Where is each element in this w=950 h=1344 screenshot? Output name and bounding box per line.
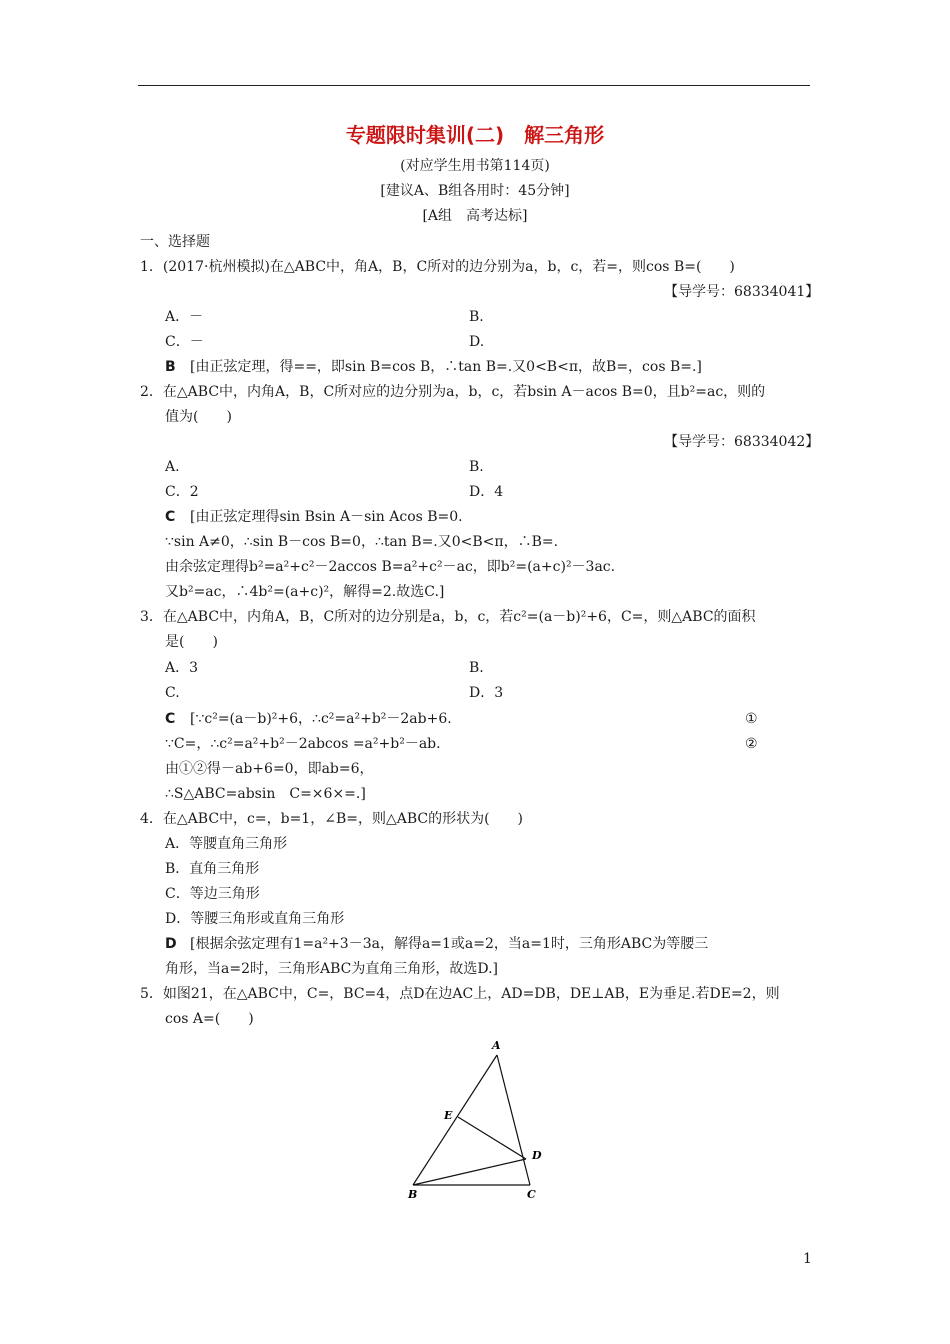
vertex-label-c: C (527, 1188, 536, 1201)
q4-option-d: D．等腰三角形或直角三角形 (165, 911, 345, 927)
section-heading: 一、选择题 (140, 234, 210, 250)
q4-explanation-2: 角形，当a=2时，三角形ABC为直角三角形，故选D.] (165, 961, 498, 977)
group-label: [A组 高考达标] (422, 208, 528, 224)
page-title: 专题限时集训(二) 解三角形 (345, 123, 605, 147)
q1-explanation: [由正弦定理，得==，即sin B=cos B，∴tan B=.又0<B<π，故B=，cos B=.] (190, 359, 702, 375)
edge-ab (413, 1055, 497, 1185)
q2-ref: 【导学号：68334042】 (664, 434, 820, 450)
segment-de (458, 1117, 526, 1159)
edge-ac (497, 1055, 530, 1185)
q3-mark-2: ② (745, 736, 758, 752)
q1-option-d: D. (469, 334, 485, 350)
q1-answer: B (165, 359, 176, 375)
subtitle: (对应学生用书第114页) (400, 158, 550, 174)
q2-explanation-1: [由正弦定理得sin Bsin A－sin Acos B=0. (190, 509, 463, 525)
q1-option-a: A．－ (165, 309, 204, 325)
q4-stem: 4．在△ABC中，c=，b=1，∠B=，则△ABC的形状为( ) (140, 811, 524, 827)
q1-option-b: B. (469, 309, 484, 325)
q2-explanation-4: 又b²=ac，∴4b²=(a+c)²，解得=2.故选C.] (165, 584, 445, 600)
q2-explanation-3: 由余弦定理得b²=a²+c²－2accos B=a²+c²－ac，即b²=(a+c)²－3ac. (165, 559, 616, 575)
triangle-figure (400, 1035, 560, 1210)
q2-answer: C (165, 509, 176, 525)
q3-stem: 3．在△ABC中，内角A，B，C所对的边分别是a，b，c，若c²=(a－b)²+6，C=，则△ABC的面积 (140, 609, 756, 625)
q3-option-d: D．3 (469, 685, 504, 701)
segment-bd (413, 1159, 526, 1185)
point-label-d: D (532, 1149, 542, 1162)
q4-option-c: C．等边三角形 (165, 886, 260, 902)
q4-answer: D (165, 936, 177, 952)
q4-option-b: B．直角三角形 (165, 861, 260, 877)
q2-explanation-2: ∵sin A≠0，∴sin B－cos B=0，∴tan B=.又0<B<π，∴B=. (165, 534, 559, 550)
q2-option-a: A. (165, 459, 180, 475)
vertex-label-b: B (408, 1188, 418, 1201)
q5-stem: 5．如图21，在△ABC中，C=，BC=4，点D在边AC上，AD=DB，DE⊥AB，E为垂足.若DE=2，则 (140, 986, 780, 1002)
q1-stem: 1．(2017·杭州模拟)在△ABC中，角A，B，C所对的边分别为a，b，c，若=，则cos B=( ) (140, 259, 735, 275)
q3-explanation-4: ∴S△ABC=absin C=×6×=.] (165, 786, 366, 802)
q3-explanation-1: [∵c²=(a－b)²+6，∴c²=a²+b²－2ab+6. (190, 711, 452, 727)
q3-mark-1: ① (745, 711, 758, 727)
q3-option-c: C. (165, 685, 180, 701)
q5-stem-cont: cos A=( ) (165, 1011, 254, 1027)
q3-option-a: A．3 (165, 660, 199, 676)
q1-ref: 【导学号：68334041】 (664, 284, 820, 300)
q4-explanation-1: [根据余弦定理有1=a²+3－3a，解得a=1或a=2，当a=1时，三角形ABC为等腰三 (190, 936, 709, 952)
header-rule (138, 85, 810, 86)
vertex-label-a: A (492, 1039, 501, 1052)
q2-option-d: D．4 (469, 484, 504, 500)
q2-stem: 2．在△ABC中，内角A，B，C所对应的边分别为a，b，c，若bsin A－acos B=0，且b²=ac，则的 (140, 384, 766, 400)
q3-explanation-2: ∵C=，∴c²=a²+b²－2abcos =a²+b²－ab. (165, 736, 441, 752)
q3-explanation-3: 由①②得－ab+6=0，即ab=6， (165, 761, 374, 777)
q4-option-a: A．等腰直角三角形 (165, 836, 288, 852)
q3-answer: C (165, 711, 176, 727)
q2-option-c: C．2 (165, 484, 199, 500)
q3-stem-cont: 是( ) (165, 634, 218, 650)
point-label-e: E (444, 1109, 453, 1122)
q3-option-b: B. (469, 660, 484, 676)
q2-option-b: B. (469, 459, 484, 475)
q2-stem-cont: 值为( ) (165, 409, 232, 425)
time-note: [建议A、B组各用时：45分钟] (380, 183, 570, 199)
page-number: 1 (803, 1251, 812, 1267)
q1-option-c: C．－ (165, 334, 204, 350)
